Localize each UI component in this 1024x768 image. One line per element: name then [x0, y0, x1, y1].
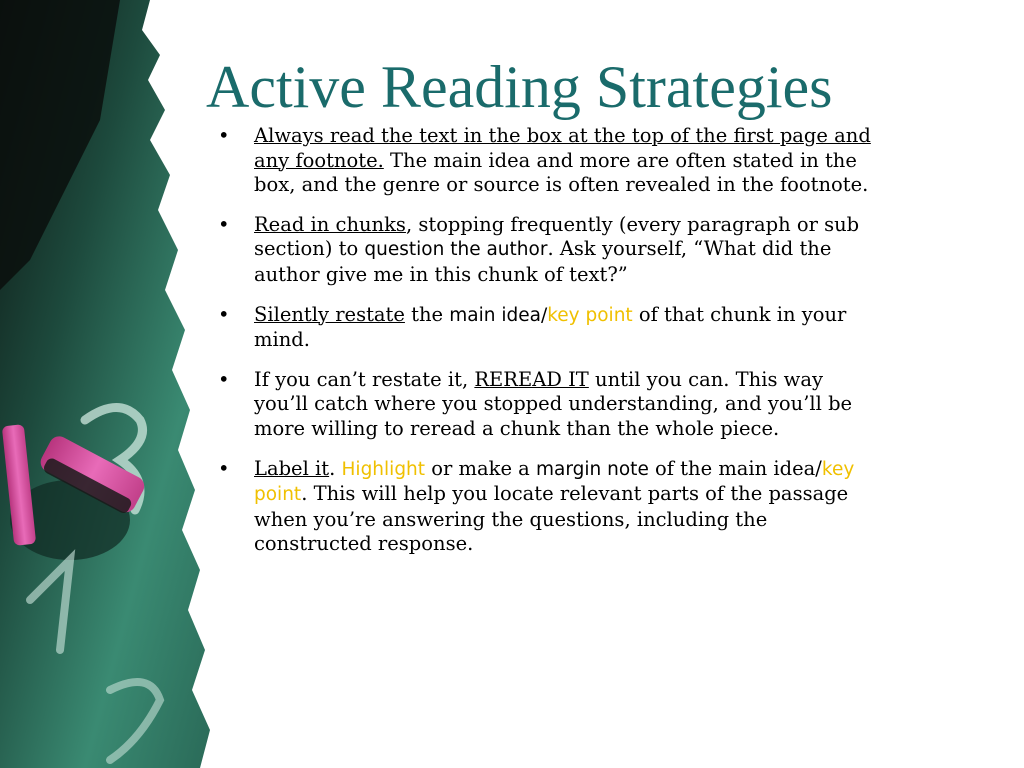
- bullet-text-underlined: Always read the text in the box at the top of the first page and any footnote.: [254, 124, 871, 172]
- bullet-text: . Ask yourself, “What did the author give me in this chunk of text?”: [254, 237, 832, 286]
- bullet-marker: •: [218, 212, 230, 236]
- bullet-text-underlined: REREAD IT: [474, 367, 589, 391]
- bullet-marker: •: [218, 124, 230, 147]
- bullet-text: until you can. This way you’ll catch where you stopped understanding, and you’ll be more willing to reread a chunk than the whole piece.: [254, 367, 853, 440]
- bullet-text: If you can’t restate it,: [254, 367, 475, 391]
- bullet-text: the: [404, 302, 450, 326]
- bullet-item: [216, 124, 876, 198]
- bullet-item: [216, 303, 876, 353]
- bullet-marker: •: [218, 456, 230, 480]
- bullet-term: question the author: [364, 239, 548, 261]
- bullet-text: . This will help you locate relevant parts of the passage when you’re answering the questions, including the constructed response.: [254, 482, 849, 556]
- bullet-text-underlined: Read in chunks: [254, 212, 406, 236]
- bullet-text: .: [329, 456, 342, 480]
- bullet-text-underlined: Silently restate: [254, 302, 405, 326]
- bullet-text: The main idea and more are often stated in the box, and the genre or source is often revealed in the footnote.: [254, 148, 869, 197]
- bullet-text: of that chunk in your mind.: [254, 302, 847, 352]
- bullet-text: , stopping frequently (every paragraph or sub section) to: [254, 212, 860, 261]
- bullet-term: margin note: [536, 458, 649, 480]
- bullet-item: [216, 213, 876, 288]
- bullet-term-highlight: key point: [547, 304, 633, 326]
- bullet-text-underlined: Label it: [254, 456, 330, 480]
- bullet-item: [216, 457, 876, 557]
- bullet-text: of the main idea/: [648, 456, 822, 480]
- bullet-term-highlight: key point: [254, 458, 855, 506]
- bullet-term-highlight: Highlight: [341, 458, 426, 480]
- bullet-text: or make a: [425, 456, 537, 480]
- bullet-term: main idea/: [449, 304, 548, 326]
- chalkboard-image: [0, 0, 230, 768]
- bullet-marker: •: [218, 302, 230, 326]
- bullet-marker: •: [218, 367, 230, 391]
- bullet-item: [216, 368, 876, 442]
- bullet-list: [216, 124, 876, 572]
- slide-title: Active Reading Strategies: [206, 54, 833, 120]
